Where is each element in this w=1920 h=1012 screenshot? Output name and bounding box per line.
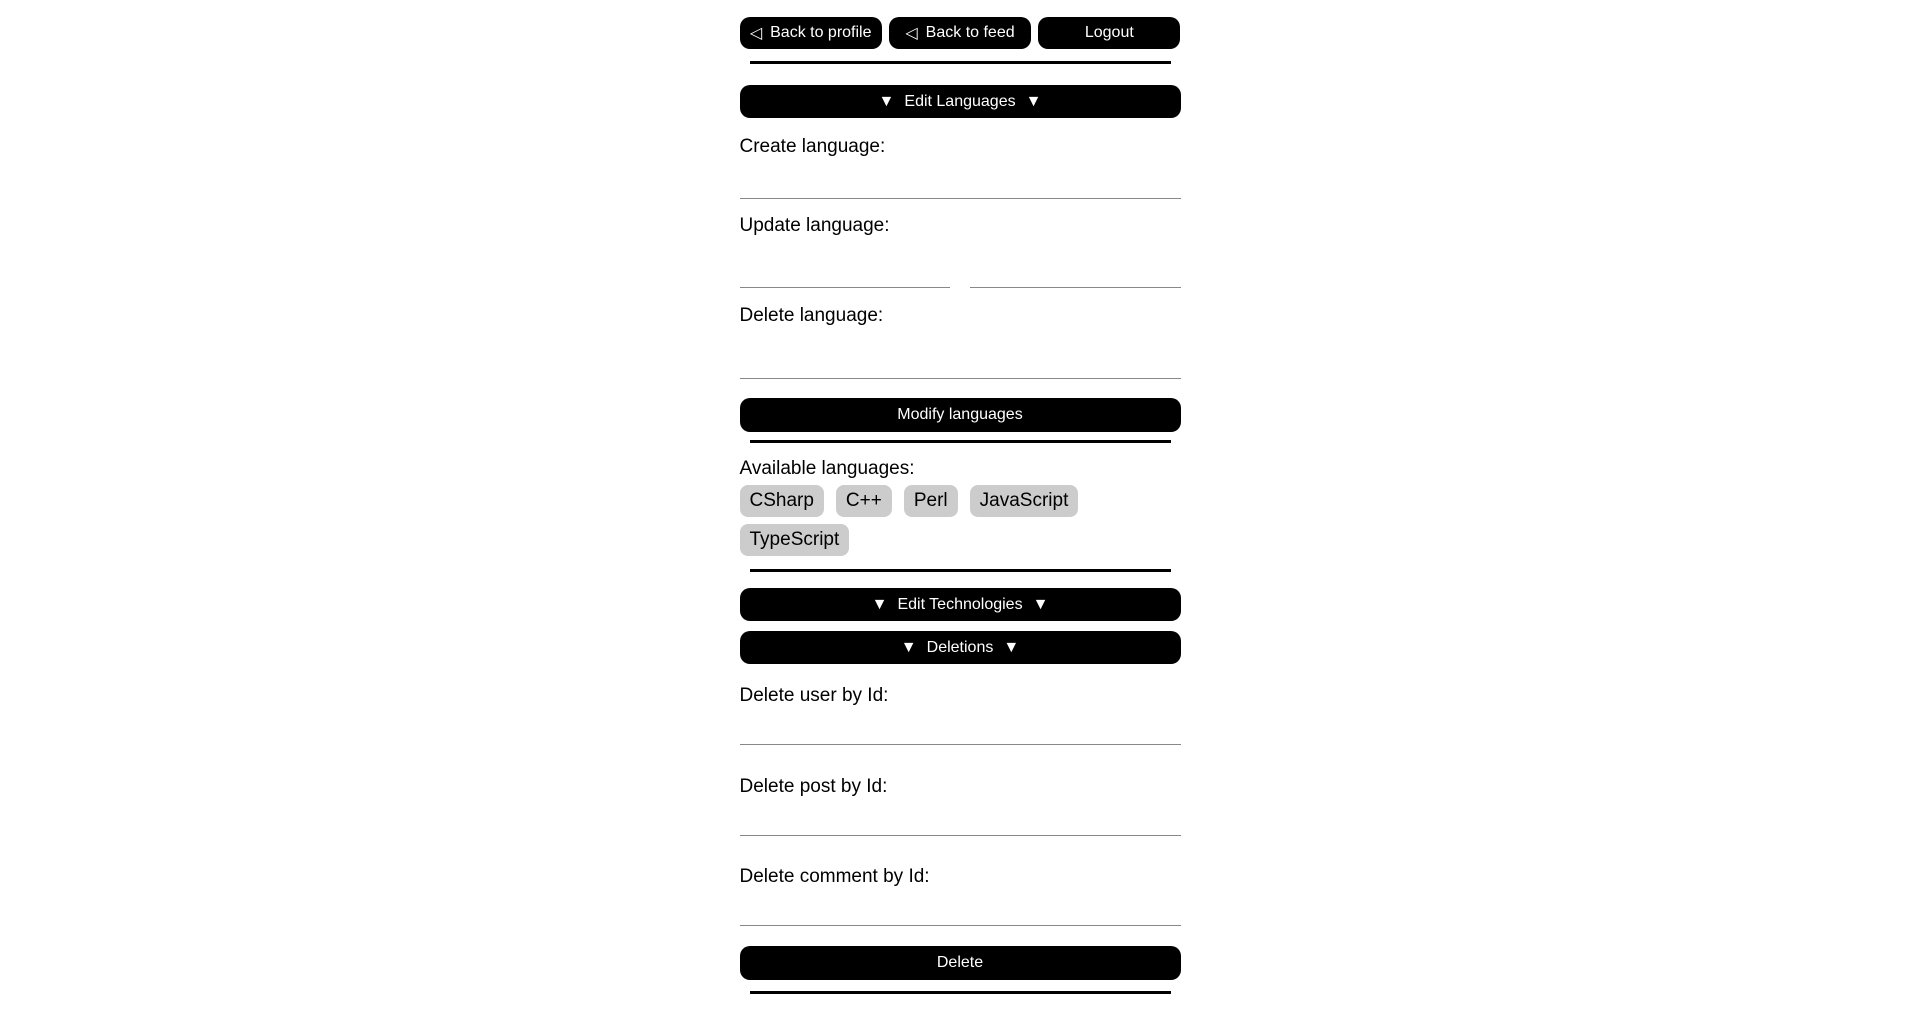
delete-post-id-label: Delete post by Id: — [739, 776, 888, 797]
back-to-feed-button[interactable] — [889, 17, 1031, 49]
delete-post-field — [740, 776, 1181, 836]
logout-label: Logout — [1084, 24, 1134, 41]
language-tag[interactable]: C++ — [836, 485, 892, 517]
delete-button-label: Delete — [936, 954, 984, 971]
delete-post-id-input[interactable] — [740, 798, 1181, 836]
language-tag[interactable]: CSharp — [740, 485, 824, 517]
delete-comment-id-input[interactable] — [740, 888, 1181, 926]
language-tag[interactable]: Perl — [904, 485, 958, 517]
caret-down-icon: ▼ — [871, 595, 888, 613]
delete-language-field — [740, 305, 1181, 379]
caret-down-icon: ▼ — [1025, 92, 1042, 110]
available-languages-label: Available languages: — [739, 458, 915, 479]
caret-down-icon: ▼ — [1003, 638, 1020, 656]
logout-button[interactable] — [1038, 17, 1180, 49]
language-tag[interactable]: JavaScript — [970, 485, 1079, 517]
divider — [750, 61, 1171, 64]
divider — [750, 569, 1171, 572]
delete-comment-id-label: Delete comment by Id: — [739, 866, 930, 887]
create-language-input[interactable] — [740, 158, 1181, 199]
edit-languages-toggle-label: Edit Languages — [904, 92, 1016, 110]
create-language-field — [740, 136, 1181, 199]
deletions-toggle-label: Deletions — [926, 638, 994, 656]
delete-user-id-label: Delete user by Id: — [739, 685, 889, 706]
delete-language-input[interactable] — [740, 327, 1181, 379]
delete-user-id-input[interactable] — [740, 707, 1181, 745]
edit-technologies-toggle[interactable] — [740, 588, 1181, 621]
delete-button[interactable] — [740, 946, 1181, 980]
divider — [750, 991, 1171, 994]
back-icon: ◁ — [905, 25, 918, 42]
back-to-profile-label: Back to profile — [770, 24, 872, 41]
language-tag-list — [740, 485, 1181, 556]
update-language-from-input[interactable] — [740, 237, 951, 288]
edit-technologies-toggle-label: Edit Technologies — [897, 595, 1023, 613]
admin-panel — [740, 0, 1181, 994]
modify-languages-label: Modify languages — [897, 406, 1023, 423]
back-to-feed-label: Back to feed — [925, 24, 1015, 41]
toolbar — [740, 17, 1181, 49]
edit-languages-toggle[interactable] — [740, 85, 1181, 118]
back-icon: ◁ — [749, 25, 763, 42]
update-language-label: Update language: — [739, 215, 890, 236]
update-language-field — [740, 215, 1181, 288]
update-language-to-input[interactable] — [970, 237, 1181, 288]
deletions-toggle[interactable] — [740, 631, 1181, 664]
caret-down-icon: ▼ — [1032, 595, 1049, 613]
delete-language-label: Delete language: — [739, 305, 884, 326]
delete-comment-field — [740, 866, 1181, 926]
caret-down-icon: ▼ — [900, 638, 917, 656]
create-language-label: Create language: — [739, 136, 886, 157]
delete-user-field — [740, 685, 1181, 745]
language-tag[interactable]: TypeScript — [740, 524, 850, 556]
back-to-profile-button[interactable] — [740, 17, 882, 49]
divider — [750, 440, 1171, 443]
caret-down-icon: ▼ — [878, 92, 895, 110]
modify-languages-button[interactable] — [740, 398, 1181, 432]
update-language-inputs — [740, 237, 1181, 288]
